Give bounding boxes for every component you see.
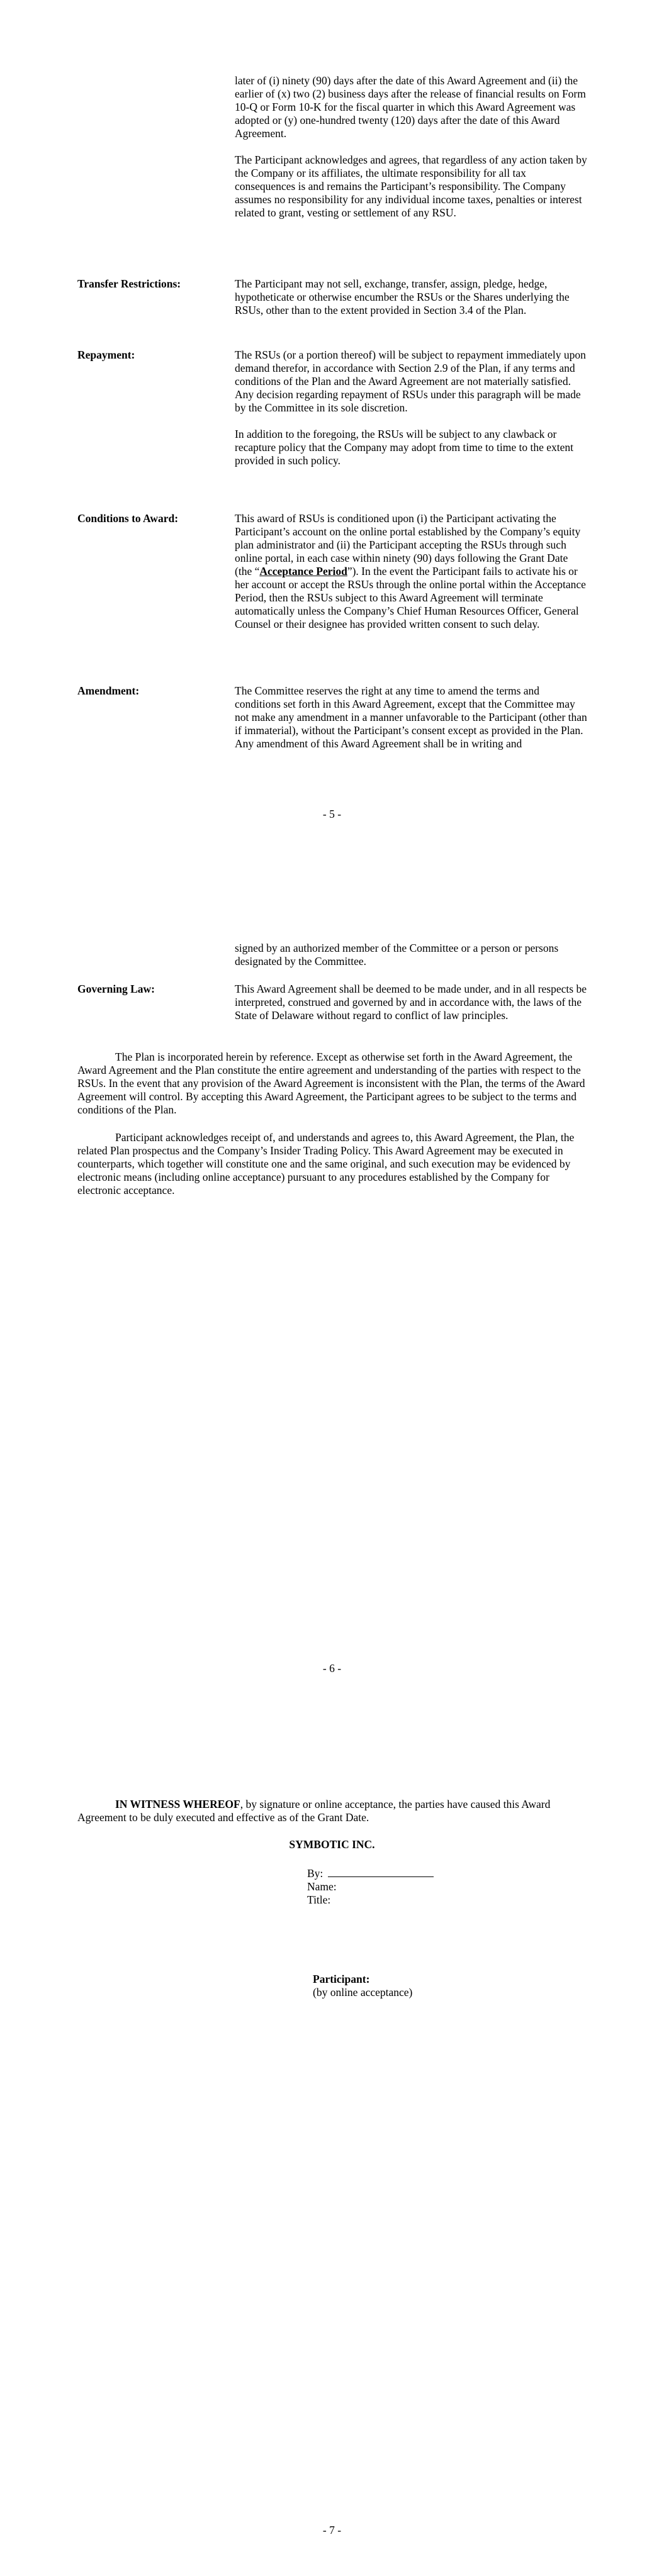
in-witness-whereof-text: , by signature or online acceptance, the parties have caused this Award Agreement to be duly executed and effective as of the Grant Date. bbox=[77, 1798, 551, 1824]
participant-acknowledgement-paragraph: Participant acknowledges receipt of, and understands and agrees to, this Award Agreement, the Plan, the related Plan prospectus and the Company’s Insider Trading Policy. This Award Agreement may be executed in counterparts, which together will constitute one and the same original, and such execution may be evidenced by electronic means (including online acceptance) pursuant to any procedures established by the Company for electronic acceptance. bbox=[77, 1131, 575, 1196]
transfer-restrictions-text bbox=[235, 277, 587, 317]
repayment-paragraph-1: The RSUs (or a portion thereof) will be subject to repayment immediately upon demand therefor, in accordance with Section 2.9 of the Plan, if any terms and conditions of the Plan and the Award Agreement are not materially satisfied. Any decision regarding repayment of RSUs under this paragraph will be made by the Committee in its sole discretion. bbox=[235, 348, 586, 414]
participant-label: Participant: bbox=[313, 1973, 370, 1985]
governing-law-text bbox=[235, 983, 587, 1022]
repayment-text bbox=[235, 348, 587, 467]
continuation-body bbox=[235, 74, 587, 220]
company-name: SYMBOTIC INC. bbox=[289, 1838, 375, 1851]
acceptance-period-term: Acceptance Period bbox=[259, 565, 347, 577]
by-label: By: bbox=[307, 1867, 324, 1880]
conditions-text-start: This award of RSUs is conditioned upon (i) the Participant activating the Participant’s account on the online portal established by the Company’s equity plan administrator and (ii) the Participant accepting the RSUs through such online portal, in each case within ninety (90) days following the Grant Date (the “ bbox=[235, 512, 581, 577]
conditions-paragraph bbox=[235, 512, 587, 631]
governing-law-paragraph: This Award Agreement shall be deemed to be made under, and in all respects be interpreted, construed and governed by and in accordance with, the laws of the State of Delaware without regard to conflict of law principles. bbox=[235, 983, 587, 1022]
conditions-to-award-text bbox=[235, 512, 587, 631]
page-number-7: - 7 - bbox=[322, 2524, 342, 2536]
by-line bbox=[307, 1867, 559, 1880]
name-line: Name: bbox=[307, 1880, 337, 1893]
amendment-text bbox=[235, 684, 587, 750]
continuation-paragraph-1: later of (i) ninety (90) days after the date of this Award Agreement and (ii) the earlier of (x) two (2) business days after the release of financial results on Form 10-Q or Form 10-K for the fiscal quarter in which this Award Agreement was adopted or (y) one-hundred twenty (120) days after the date of this Award Agreement. bbox=[235, 74, 586, 140]
page-5 bbox=[0, 0, 664, 843]
amendment-continuation-body bbox=[235, 942, 587, 968]
amendment-paragraph: The Committee reserves the right at any time to amend the terms and conditions set forth in this Award Agreement, except that the Committee may not make any amendment in a manner unfavorable to the Participant (other than if immaterial), without the Participant’s consent except as provided in the Plan. Any amendment of this Award Agreement shall be in writing and bbox=[235, 684, 587, 750]
conditions-text-end: ”). In the event the Participant fails to activate his or her account or accept the RSUs through the online portal within the Acceptance Period, then the RSUs subject to this Award Agreement will terminate automatically unless the Company’s Chief Human Resources Officer, General Counsel or their designee has provided written consent to such delay. bbox=[235, 565, 586, 630]
amendment-label: Amendment: bbox=[77, 684, 140, 697]
company-signature-block bbox=[307, 1867, 559, 1907]
participant-acceptance-note: (by online acceptance) bbox=[313, 1986, 413, 1999]
page-number-5: - 5 - bbox=[322, 808, 342, 820]
signature-line bbox=[328, 1867, 434, 1877]
transfer-restrictions-label: Transfer Restrictions: bbox=[77, 277, 181, 290]
page-number-6: - 6 - bbox=[322, 1662, 342, 1675]
participant-signature-block bbox=[313, 1973, 565, 1999]
page-7 bbox=[0, 1686, 664, 2576]
repayment-label: Repayment: bbox=[77, 348, 135, 361]
conditions-to-award-label: Conditions to Award: bbox=[77, 512, 179, 525]
plan-incorporation-paragraph: The Plan is incorporated herein by reference. Except as otherwise set forth in the Award Agreement, the Award Agreement and the Plan constitute the entire agreement and understanding of the parties with respect to the RSUs. In the event that any provision of the Award Agreement is inconsistent with the Plan, the terms of the Award Agreement will control. By accepting this Award Agreement, the Participant agrees to be subject to the terms and conditions of the Plan. bbox=[77, 1051, 585, 1116]
transfer-restrictions-paragraph: The Participant may not sell, exchange, transfer, assign, pledge, hedge, hypotheticate or otherwise encumber the RSUs or the Shares underlying the RSUs, other than to the extent provided in Section 3.4 of the Plan. bbox=[235, 277, 570, 316]
continuation-paragraph-2: The Participant acknowledges and agrees, that regardless of any action taken by the Company or its affiliates, the ultimate responsibility for all tax consequences is and remains the Participant’s responsibility. The Company assumes no responsibility for any individual income taxes, penalties or interest related to grant, vesting or settlement of any RSU. bbox=[235, 153, 587, 219]
governing-law-label: Governing Law: bbox=[77, 983, 155, 995]
page-6 bbox=[0, 843, 664, 1686]
in-witness-whereof-paragraph bbox=[77, 1798, 587, 1824]
amendment-continuation-paragraph: signed by an authorized member of the Committee or a person or persons designated by the Committee. bbox=[235, 942, 559, 967]
repayment-paragraph-2: In addition to the foregoing, the RSUs will be subject to any clawback or recapture policy that the Company may adopt from time to time to the extent provided in such policy. bbox=[235, 428, 573, 467]
title-line: Title: bbox=[307, 1893, 331, 1906]
in-witness-whereof-heading: IN WITNESS WHEREOF bbox=[115, 1798, 240, 1810]
